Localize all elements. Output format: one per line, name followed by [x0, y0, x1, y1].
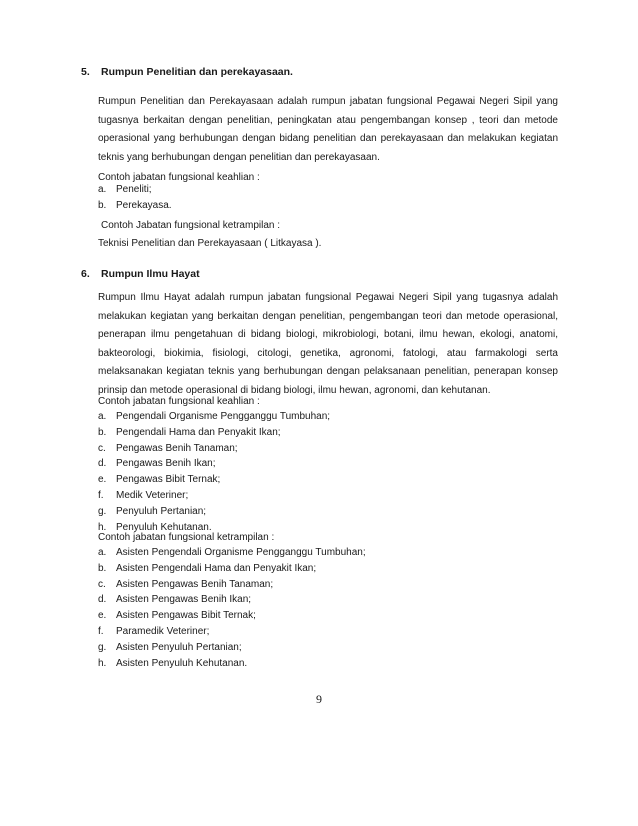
- list-item: a. Peneliti;: [98, 184, 152, 195]
- section-5-expertise-label: Contoh jabatan fungsional keahlian :: [98, 172, 260, 183]
- list-item: d. Asisten Pengawas Benih Ikan;: [98, 594, 252, 606]
- section-6-expertise-label: Contoh jabatan fungsional keahlian :: [98, 396, 260, 407]
- section-6-skill-list: [98, 545, 366, 671]
- section-5-skill-text: Teknisi Penelitian dan Perekayasaan ( Litkayasa ).: [98, 238, 322, 249]
- list-item: b. Asisten Pengendali Hama dan Penyakit Ikan;: [98, 562, 317, 574]
- list-item: c. Asisten Pengawas Benih Tanaman;: [98, 578, 274, 590]
- section-6-number: 6.: [81, 268, 90, 280]
- list-item: e. Asisten Pengawas Bibit Ternak;: [98, 610, 256, 622]
- section-6-title: Rumpun Ilmu Hayat: [101, 268, 200, 280]
- list-item: c. Pengawas Benih Tanaman;: [98, 442, 238, 454]
- section-5-number: 5.: [81, 66, 90, 78]
- section-5-description: Rumpun Penelitian dan Perekayasaan adalah rumpun jabatan fungsional Pegawai Negeri Sipil yang tugasnya berkaitan dengan penelitian, peningkatan atau pengembangan konsep , teori dan metode operasional yang berhubungan dengan bidang penelitian dan perekayasaan dan melakukan kegiatan teknis yang berhubungan dengan penelitian dan perekayasaan.: [98, 96, 558, 163]
- list-item: e. Pengawas Bibit Ternak;: [98, 474, 221, 486]
- list-item: g. Penyuluh Pertanian;: [98, 505, 207, 517]
- page-number: 9: [316, 692, 322, 706]
- list-item: d. Pengawas Benih Ikan;: [98, 458, 216, 470]
- list-item: b. Pengendali Hama dan Penyakit Ikan;: [98, 426, 281, 438]
- list-item: g. Asisten Penyuluh Pertanian;: [98, 641, 242, 653]
- list-item: b. Perekayasa.: [98, 199, 172, 211]
- list-item: a. Asisten Pengendali Organisme Pengganggu Tumbuhan;: [98, 547, 366, 558]
- list-item: h. Penyuluh Kehutanan.: [98, 521, 212, 533]
- section-6-expertise-list: [98, 409, 330, 535]
- section-6-description: Rumpun Ilmu Hayat adalah rumpun jabatan fungsional Pegawai Negeri Sipil yang tugasnya adalah melakukan kegiatan yang berkaitan dengan penelitian, pengembangan teori dan metode operasional, penerapan ilmu pengetahuan di bidang biologi, mikrobiologi, botani, ilmu hewan, ekologi, anatomi, bakteorologi, biokimia, fisiologi, citologi, genetika, agronomi, fatologi, atau farmakologi serta melaksanakan kegiatan teknis yang berhubungan dengan pelaksanaan penelitian, penerapan konsep prinsip dan metode operasional di bidang biologi, ilmu hewan, agronomi, dan kehutanan.: [98, 292, 558, 396]
- section-6-skill-label: Contoh jabatan fungsional ketrampilan :: [98, 532, 275, 543]
- section-5-title: Rumpun Penelitian dan perekayasaan.: [101, 66, 293, 78]
- section-5-expertise-list: [98, 182, 172, 214]
- section-6-heading: [81, 268, 200, 280]
- list-item: h. Asisten Penyuluh Kehutanan.: [98, 657, 248, 669]
- list-item: f. Medik Veteriner;: [98, 489, 189, 501]
- list-item: a. Pengendali Organisme Pengganggu Tumbuhan;: [98, 411, 331, 422]
- section-5-heading: [81, 66, 293, 78]
- list-item: f. Paramedik Veteriner;: [98, 625, 210, 637]
- section-5-skill-label: Contoh Jabatan fungsional ketrampilan :: [101, 220, 281, 231]
